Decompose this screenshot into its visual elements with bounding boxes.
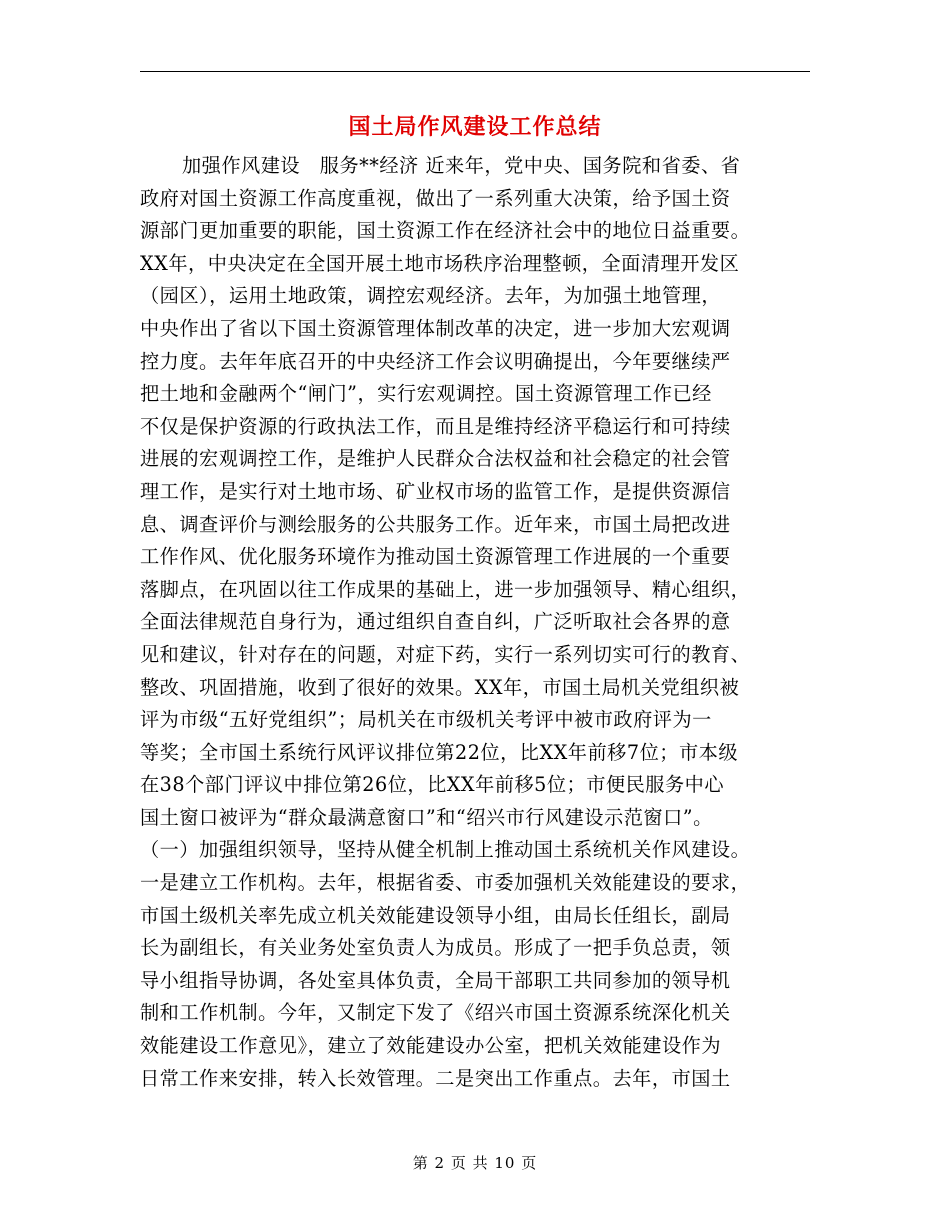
- page-number: 第 2 页 共 10 页: [412, 1154, 538, 1172]
- body-line: 不仅是保护资源的行政执法工作，而且是维持经济平稳运行和可持续: [140, 414, 731, 438]
- body-line: 评为市级“五好党组织”；局机关在市级机关考评中被市政府评为一: [140, 708, 712, 732]
- body-line: 全面法律规范自身行为，通过组织自查自纠，广泛听取社会各界的意: [140, 610, 731, 634]
- document-title: 国土局作风建设工作总结: [348, 115, 602, 140]
- body-line: 中央作出了省以下国土资源管理体制改革的决定，进一步加大宏观调: [140, 316, 731, 340]
- body-line: 控力度。去年年底召开的中央经济工作会议明确提出，今年要继续严: [140, 349, 731, 373]
- body-line: 制和工作机制。今年，又制定下发了《绍兴市国土资源系统深化机关: [140, 1001, 731, 1025]
- body-line: 在38个部门评议中排位第26位，比XX年前移5位；市便民服务中心: [140, 773, 725, 797]
- body-line: 导小组指导协调，各处室具体负责，全局干部职工共同参加的领导机: [140, 968, 731, 992]
- body-line: （一）加强组织领导，坚持从健全机制上推动国土系统机关作风建设。: [140, 838, 751, 862]
- body-line: 落脚点，在巩固以往工作成果的基础上，进一步加强领导、精心组织，: [140, 577, 751, 601]
- body-line: 进展的宏观调控工作，是维护人民群众合法权益和社会稳定的社会管: [140, 447, 731, 471]
- body-line: 等奖；全市国土系统行风评议排位第22位，比XX年前移7位；市本级: [140, 740, 739, 764]
- body-line: 见和建议，针对存在的问题，对症下药，实行一系列切实可行的教育、: [140, 642, 751, 666]
- body-line: 市国土级机关率先成立机关效能建设领导小组，由局长任组长，副局: [140, 903, 731, 927]
- body-line: XX年，中央决定在全国开展土地市场秩序治理整顿，全面清理开发区: [140, 251, 740, 275]
- body-line: 理工作，是实行对土地市场、矿业权市场的监管工作，是提供资源信: [140, 479, 731, 503]
- body-line: 整改、巩固措施，收到了很好的效果。XX年，市国土局机关党组织被: [140, 675, 740, 699]
- body-line: 息、调查评价与测绘服务的公共服务工作。近年来，市国土局把改进: [140, 512, 731, 536]
- body-line: 加强作风建设 服务**经济 近来年，党中央、国务院和省委、省: [182, 154, 741, 177]
- header-rule: [140, 71, 810, 72]
- body-line: 工作作风、优化服务环境作为推动国土资源管理工作进展的一个重要: [140, 545, 731, 569]
- body-line: 把土地和金融两个“闸门”，实行宏观调控。国土资源管理工作已经: [140, 382, 712, 406]
- body-line: （园区），运用土地政策，调控宏观经济。去年，为加强土地管理，: [140, 284, 722, 308]
- body-line: 国土窗口被评为“群众最满意窗口”和“绍兴市行风建设示范窗口”。: [140, 805, 713, 829]
- body-line: 一是建立工作机构。去年，根据省委、市委加强机关效能建设的要求，: [140, 871, 751, 895]
- body-line: 政府对国土资源工作高度重视，做出了一系列重大决策，给予国土资: [140, 186, 731, 210]
- document-body: [140, 150, 816, 1095]
- body-line: 日常工作来安排，转入长效管理。二是突出工作重点。去年，市国土: [140, 1066, 731, 1090]
- body-line: 源部门更加重要的职能，国土资源工作在经济社会中的地位日益重要。: [140, 219, 751, 243]
- body-line: 效能建设工作意见》，建立了效能建设办公室，把机关效能建设作为: [140, 1034, 722, 1058]
- body-line: 长为副组长，有关业务处室负责人为成员。形成了一把手负总责，领: [140, 936, 731, 960]
